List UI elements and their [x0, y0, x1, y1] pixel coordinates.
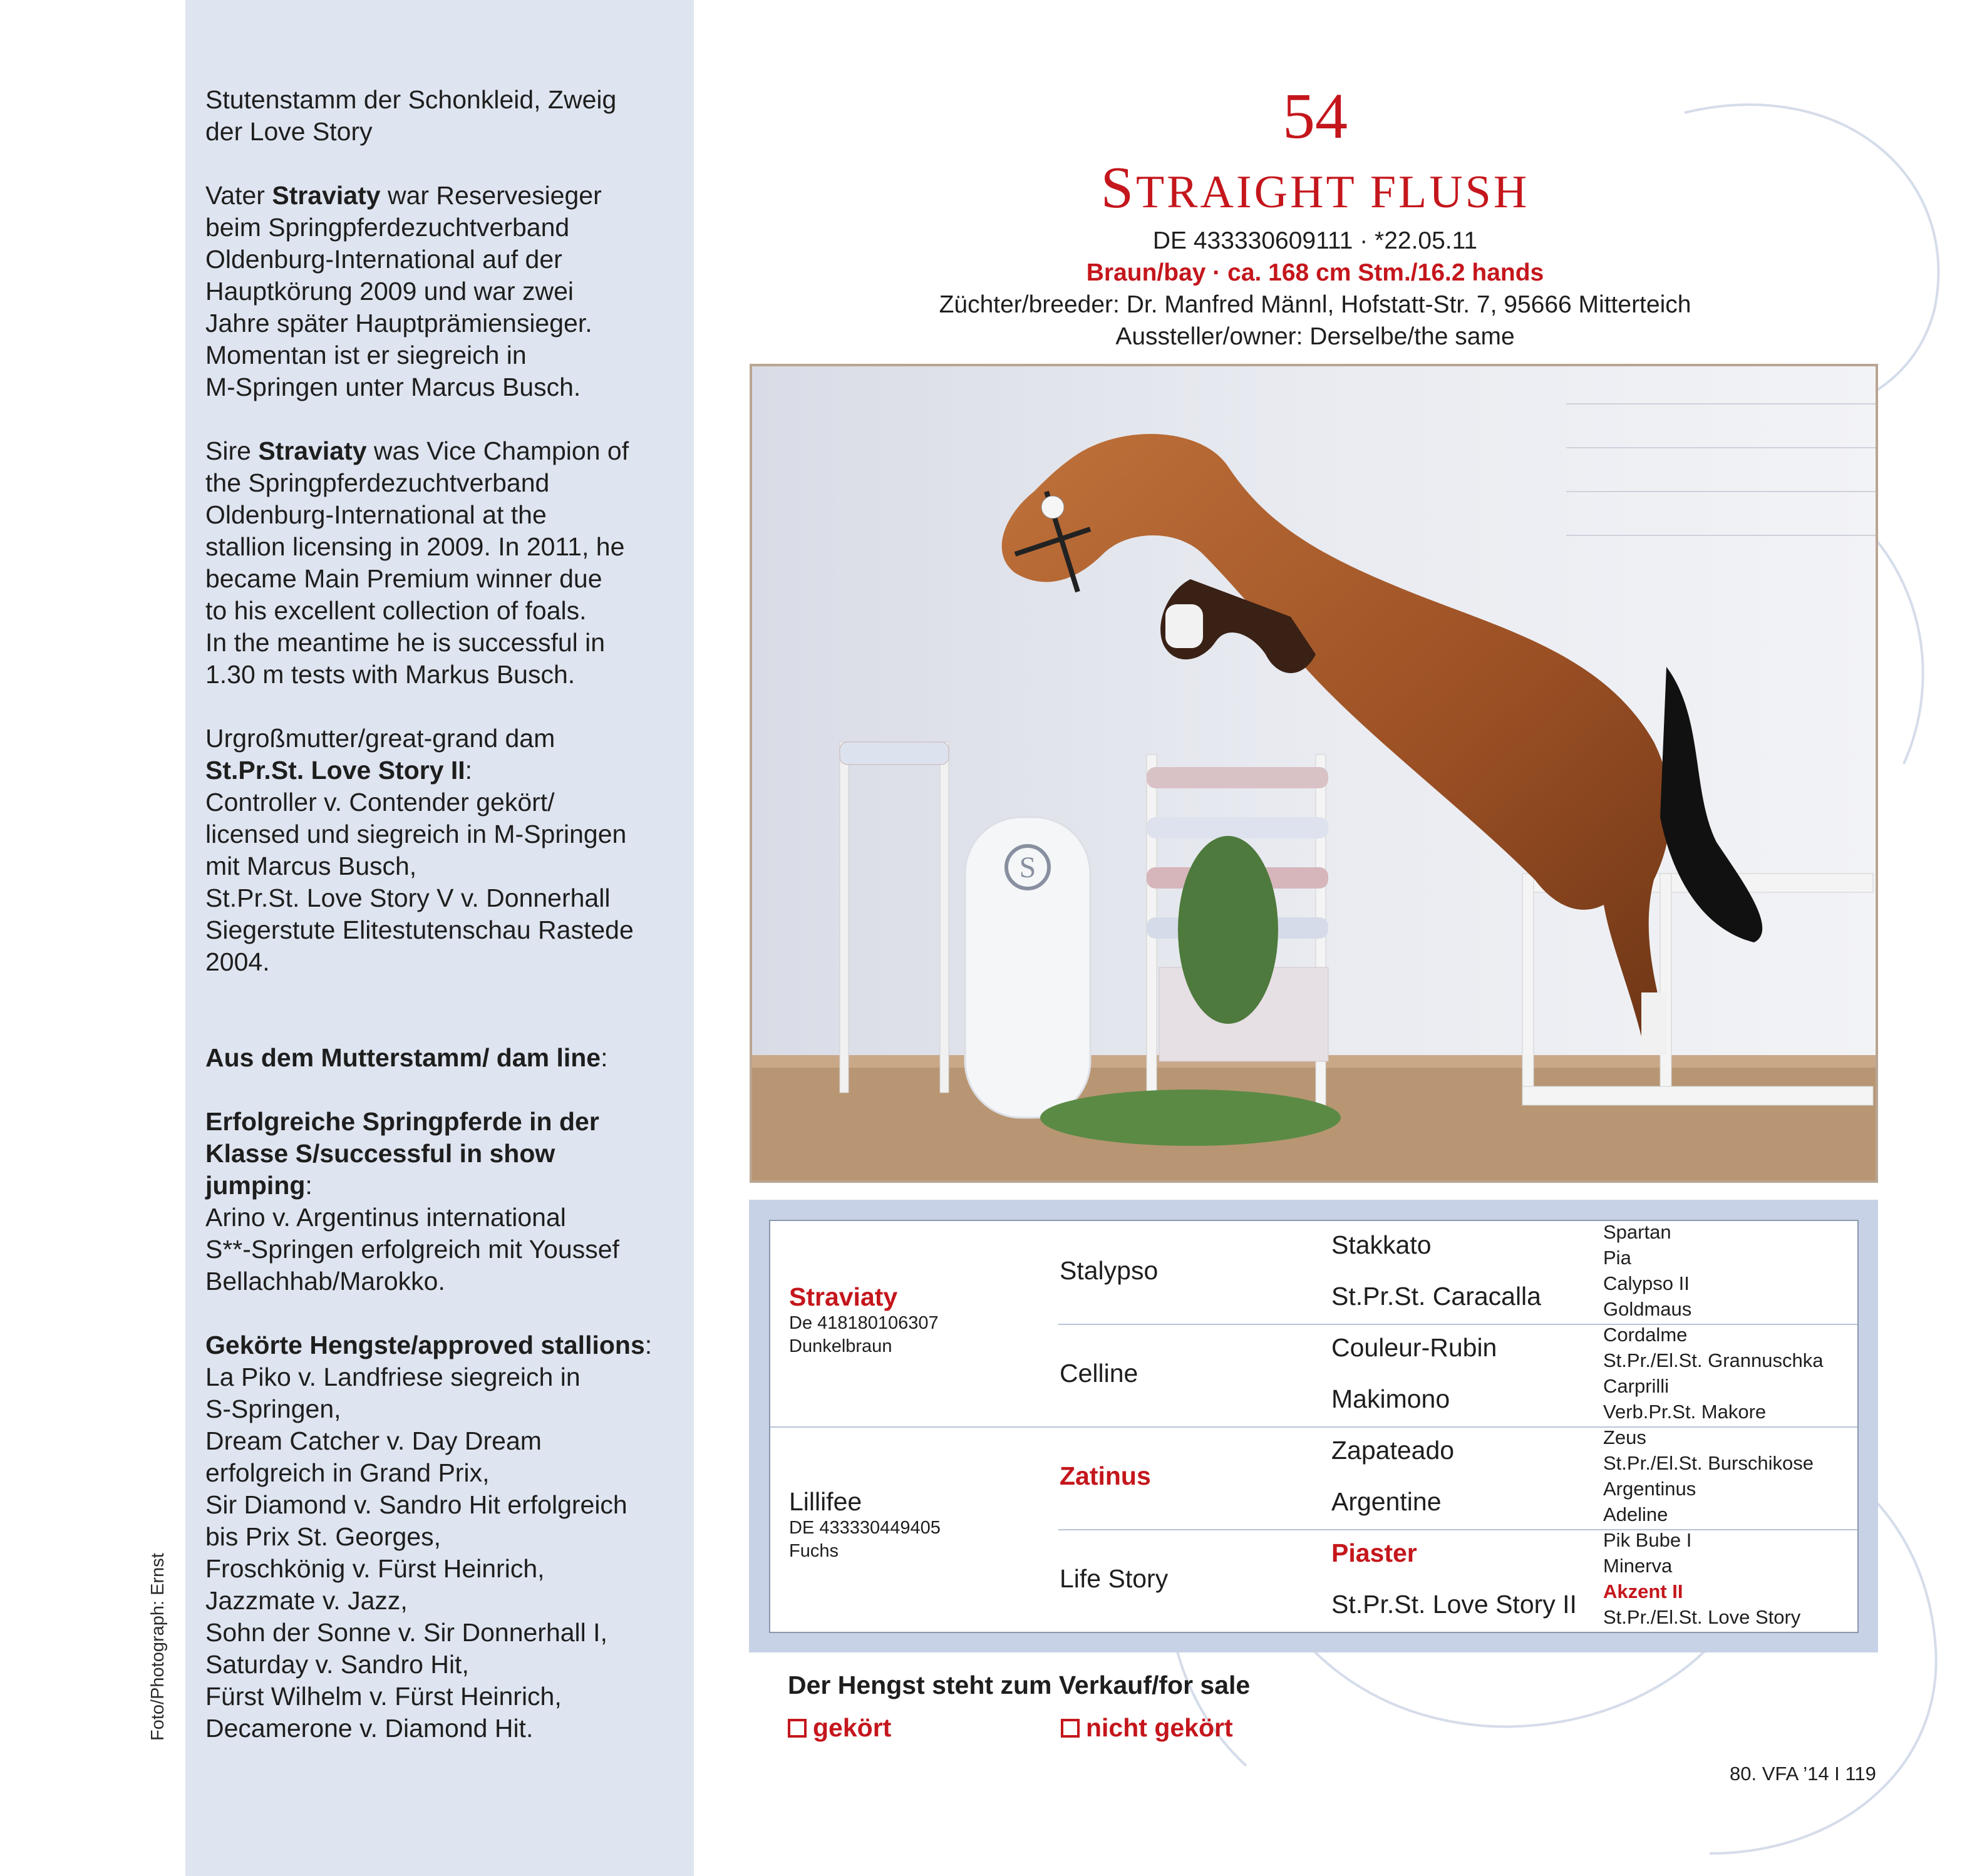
ped-gen4-6: St.Pr./El.St. Grannuschka	[1603, 1349, 1824, 1371]
approved-stallions-line: Froschkönig v. Fürst Heinrich,	[205, 1554, 545, 1583]
divider	[1058, 1324, 1857, 1325]
approved-stallions-line: S-Springen,	[205, 1394, 341, 1423]
sire-en-line: In the meantime he is successful in	[205, 628, 606, 657]
dam-cell	[789, 1487, 941, 1563]
approved-stallions-line: Sir Diamond v. Sandro Hit erfolgreich	[205, 1490, 627, 1519]
sire-en-line: 1.30 m tests with Markus Busch.	[205, 660, 576, 689]
lot-number: 54	[1283, 80, 1348, 152]
sire-en-first-line: Sire Straviaty was Vice Champion of	[205, 436, 629, 465]
ped-gen4-5: Cordalme	[1603, 1324, 1688, 1346]
sire-en-line: to his excellent collection of foals.	[205, 596, 587, 625]
sire-de-line: M-Springen unter Marcus Busch.	[205, 373, 581, 401]
approved-stallions-heading: Gekörte Hengste/approved stallions:	[205, 1331, 653, 1359]
approved-stallions-line: Decamerone v. Diamond Hit.	[205, 1714, 534, 1743]
ped-gen3-1: Stakkato	[1331, 1230, 1432, 1259]
ped-gen4-9: Zeus	[1603, 1426, 1646, 1448]
approved-stallions-line: Fürst Wilhelm v. Fürst Heinrich,	[205, 1682, 562, 1711]
pedigree-table	[769, 1220, 1859, 1633]
checkbox-icon[interactable]	[788, 1719, 807, 1738]
dam-name: Lillifee	[789, 1487, 862, 1516]
ped-gen4-3: Calypso II	[1603, 1272, 1690, 1294]
sire-cell	[789, 1282, 939, 1358]
ped-gen4-14: Minerva	[1603, 1555, 1673, 1577]
approved-stallions-line: bis Prix St. Georges,	[205, 1522, 441, 1551]
show-jumpers-line: Bellachhab/Marokko.	[205, 1267, 445, 1296]
great-grand-dam-heading: Urgroßmutter/great-grand dam	[205, 724, 555, 753]
approved-stallions-line: Dream Catcher v. Day Dream	[205, 1426, 542, 1455]
registration-info: DE 433330609111 · *22.05.11	[1152, 227, 1478, 254]
sire-de-line: Oldenburg-International auf der	[205, 245, 562, 274]
ped-gen4-12: Adeline	[1603, 1503, 1668, 1525]
ped-gen3-5: Zapateado	[1331, 1436, 1455, 1465]
great-grand-dam-line: mit Marcus Busch,	[205, 852, 417, 880]
breeder-info: Züchter/breeder: Dr. Manfred Männl, Hofstatt-Str. 7, 95666 Mitterteich	[939, 291, 1691, 318]
ped-gen3-7: Piaster	[1331, 1538, 1417, 1567]
ped-gen3-8: St.Pr.St. Love Story II	[1331, 1590, 1577, 1619]
ped-gen4-7: Carprilli	[1603, 1375, 1670, 1397]
show-jumpers-heading: jumping:	[205, 1171, 312, 1200]
owner-info: Aussteller/owner: Derselbe/the same	[1115, 323, 1515, 350]
ped-gen2-4: Life Story	[1060, 1564, 1169, 1593]
show-jumpers-heading: Erfolgreiche Springpferde in der	[205, 1107, 599, 1136]
ped-gen2-2: Celline	[1060, 1359, 1138, 1388]
divider	[1058, 1529, 1857, 1530]
dam-reg: DE 433330449405	[789, 1518, 941, 1538]
ped-gen2-1: Stalypso	[1060, 1256, 1159, 1285]
sale-option-licensed[interactable]	[788, 1713, 891, 1743]
ped-gen4-15: Akzent II	[1603, 1580, 1683, 1602]
great-grand-dam-line: licensed und siegreich in M-Springen	[205, 820, 627, 848]
ped-gen3-6: Argentine	[1331, 1487, 1442, 1516]
approved-stallions-line: erfolgreich in Grand Prix,	[205, 1458, 490, 1487]
ped-gen4-4: Goldmaus	[1603, 1298, 1692, 1320]
horse-illustration	[752, 366, 1876, 1180]
great-grand-dam-line: Controller v. Contender gekört/	[205, 788, 555, 817]
sire-de-line: beim Springpferdezuchtverband	[205, 213, 570, 242]
approved-stallions-line: Saturday v. Sandro Hit,	[205, 1650, 469, 1679]
ped-gen4-16: St.Pr./El.St. Love Story	[1603, 1606, 1801, 1628]
sale-option-not-licensed[interactable]	[1061, 1713, 1233, 1743]
color-size-info: Braun/bay · ca. 168 cm Stm./16.2 hands	[1086, 259, 1544, 286]
approved-stallions-line: La Piko v. Landfriese siegreich in	[205, 1363, 581, 1391]
great-grand-dam-name: St.Pr.St. Love Story II:	[205, 756, 473, 785]
ped-gen4-11: Argentinus	[1603, 1478, 1696, 1500]
sire-reg: De 418180106307	[789, 1313, 939, 1333]
ped-gen2-3: Zatinus	[1060, 1461, 1151, 1490]
ped-gen4-1: Spartan	[1603, 1221, 1671, 1243]
show-jumpers-heading: Klasse S/successful in show	[205, 1139, 555, 1168]
ped-gen3-2: St.Pr.St. Caracalla	[1331, 1282, 1541, 1311]
sire-en-line: became Main Premium winner due	[205, 564, 602, 593]
sire-name: Straviaty	[789, 1282, 898, 1311]
ped-gen4-13: Pik Bube I	[1603, 1529, 1692, 1551]
dam-line-heading: Aus dem Mutterstamm/ dam line:	[205, 1043, 608, 1072]
ped-gen3-3: Couleur-Rubin	[1331, 1333, 1497, 1362]
divider	[770, 1426, 1857, 1428]
intro-line: Stutenstamm der Schonkleid, Zweig	[205, 85, 617, 114]
sale-option-not-licensed-label: nicht gekört	[1086, 1713, 1233, 1742]
sire-de-first-line: Vater Straviaty war Reservesieger	[205, 181, 602, 210]
photo-credit: Foto/Photograph: Ernst	[148, 1553, 168, 1741]
lot-header	[689, 81, 1941, 353]
sire-de-line: Momentan ist er siegreich in	[205, 341, 527, 369]
approved-stallions-line: Jazzmate v. Jazz,	[205, 1586, 408, 1615]
horse-jumping-photo	[750, 364, 1878, 1183]
ped-gen4-2: Pia	[1603, 1247, 1631, 1269]
sire-en-line: the Springpferdezuchtverband	[205, 468, 550, 497]
horse-name: STRAIGHT FLUSH	[1100, 155, 1530, 220]
ped-gen4-8: Verb.Pr.St. Makore	[1603, 1401, 1767, 1423]
sale-title: Der Hengst steht zum Verkauf/for sale	[788, 1671, 1251, 1699]
sire-en-line: Oldenburg-International at the	[205, 500, 547, 529]
sire-de-line: Hauptkörung 2009 und war zwei	[205, 277, 574, 306]
approved-stallions-line: Sohn der Sonne v. Sir Donnerhall I,	[205, 1618, 607, 1647]
intro-line: der Love Story	[205, 117, 373, 146]
sire-de-line: Jahre später Hauptprämiensieger.	[205, 309, 592, 338]
dam-color: Fuchs	[789, 1541, 839, 1561]
sale-option-licensed-label: gekört	[813, 1713, 892, 1742]
ped-gen4-10: St.Pr./El.St. Burschikose	[1603, 1452, 1814, 1474]
great-grand-dam-line: Siegerstute Elitestutenschau Rastede	[205, 915, 634, 944]
ped-gen3-4: Makimono	[1331, 1384, 1450, 1413]
checkbox-icon[interactable]	[1061, 1719, 1080, 1738]
page-footer: 80. VFA ’14 I 119	[1730, 1763, 1876, 1785]
svg-text:S: S	[1019, 851, 1036, 884]
great-grand-dam-line: St.Pr.St. Love Story V v. Donnerhall	[205, 884, 611, 912]
show-jumpers-line: S**-Springen erfolgreich mit Youssef	[205, 1235, 619, 1264]
sidebar-text	[205, 84, 681, 1745]
great-grand-dam-line: 2004.	[205, 947, 270, 976]
sire-en-line: stallion licensing in 2009. In 2011, he	[205, 532, 625, 561]
show-jumpers-line: Arino v. Argentinus international	[205, 1203, 566, 1232]
sire-color: Dunkelbraun	[789, 1336, 892, 1356]
